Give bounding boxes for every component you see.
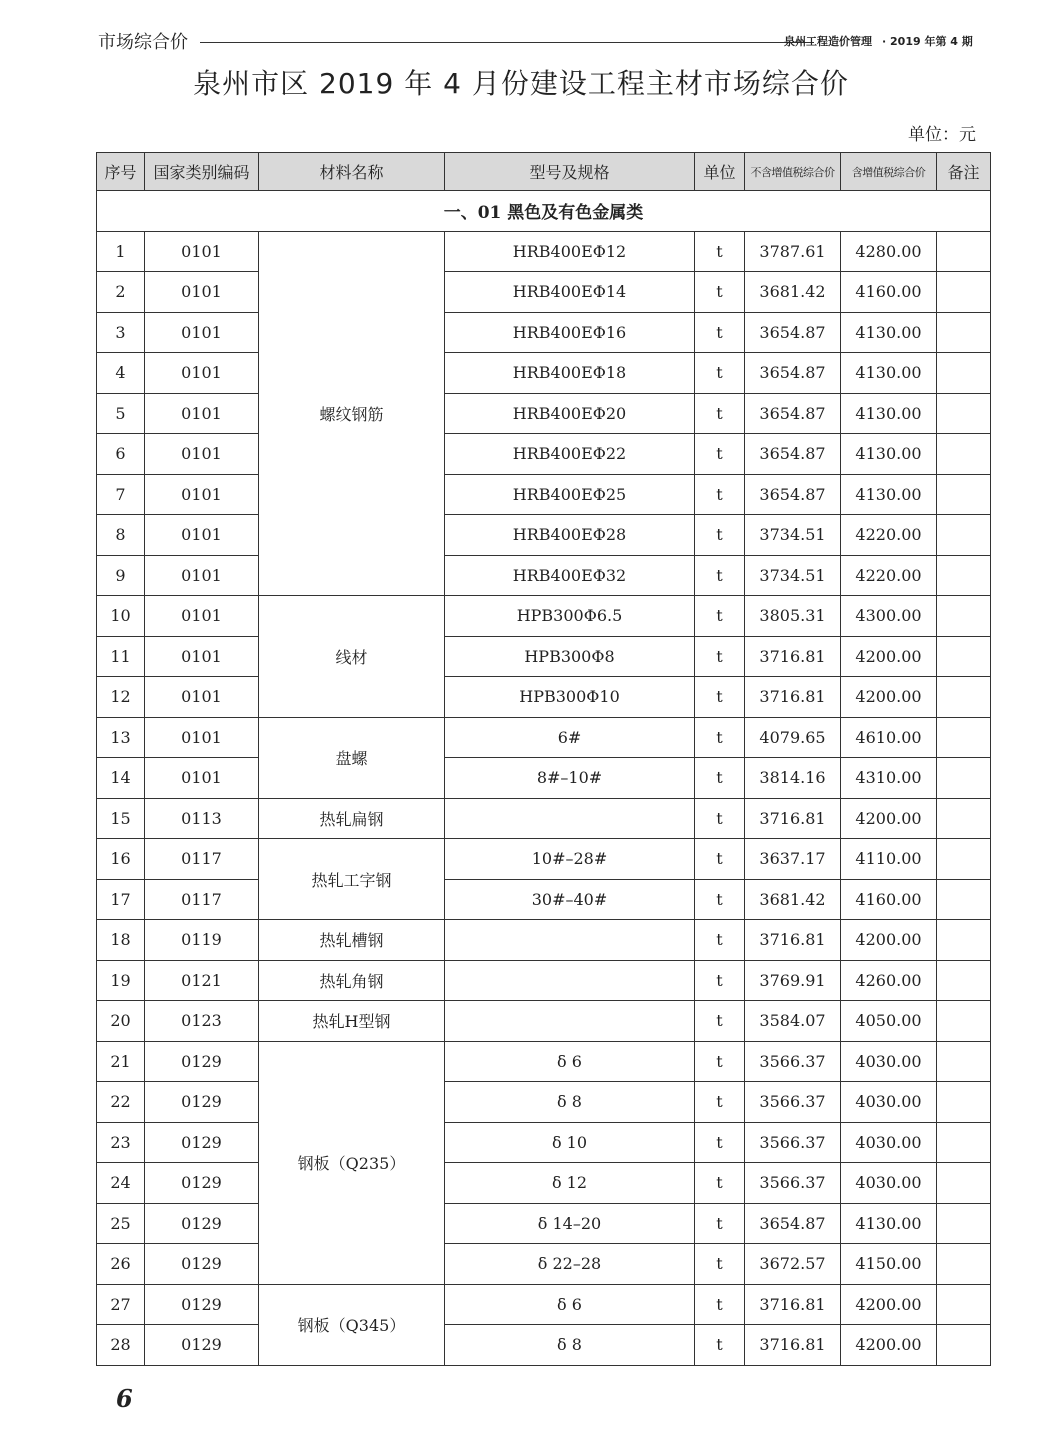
page-number: 6 xyxy=(116,1384,133,1413)
cell-price-in-tax: 4130.00 xyxy=(841,353,937,394)
cell-remark xyxy=(937,920,991,961)
cell-spec: δ 6 xyxy=(445,1284,695,1325)
table-row xyxy=(97,717,991,758)
issue-label: · 2019 年第 4 期 xyxy=(882,35,973,48)
cell-no: 16 xyxy=(97,839,145,880)
cell-no: 2 xyxy=(97,272,145,313)
cell-spec: δ 8 xyxy=(445,1082,695,1123)
table-row xyxy=(97,1244,991,1285)
cell-unit: t xyxy=(695,1244,745,1285)
table-row xyxy=(97,839,991,880)
col-header-spec: 型号及规格 xyxy=(445,153,695,191)
cell-no: 27 xyxy=(97,1284,145,1325)
running-header-section: 市场综合价 xyxy=(98,32,188,53)
cell-material-name: 热轧角钢 xyxy=(259,960,445,1001)
cell-price-ex-tax: 3716.81 xyxy=(745,920,841,961)
cell-remark xyxy=(937,1001,991,1042)
cell-remark xyxy=(937,798,991,839)
cell-code: 0129 xyxy=(145,1041,259,1082)
cell-remark xyxy=(937,960,991,1001)
cell-remark xyxy=(937,231,991,272)
cell-remark xyxy=(937,474,991,515)
cell-price-in-tax: 4130.00 xyxy=(841,434,937,475)
table-row xyxy=(97,879,991,920)
cell-unit: t xyxy=(695,353,745,394)
col-header-no: 序号 xyxy=(97,153,145,191)
cell-no: 23 xyxy=(97,1122,145,1163)
cell-code: 0101 xyxy=(145,353,259,394)
cell-unit: t xyxy=(695,393,745,434)
cell-spec: HRB400EΦ12 xyxy=(445,231,695,272)
cell-remark xyxy=(937,353,991,394)
cell-no: 8 xyxy=(97,515,145,556)
cell-material-name: 钢板（Q235） xyxy=(259,1041,445,1284)
col-header-price-in-tax: 含增值税综合价 xyxy=(841,153,937,191)
cell-no: 10 xyxy=(97,596,145,637)
col-header-material: 材料名称 xyxy=(259,153,445,191)
cell-code: 0101 xyxy=(145,677,259,718)
table-row xyxy=(97,474,991,515)
cell-remark xyxy=(937,1244,991,1285)
cell-price-ex-tax: 3637.17 xyxy=(745,839,841,880)
table-row xyxy=(97,1203,991,1244)
cell-price-in-tax: 4160.00 xyxy=(841,879,937,920)
cell-no: 17 xyxy=(97,879,145,920)
cell-code: 0123 xyxy=(145,1001,259,1042)
cell-no: 28 xyxy=(97,1325,145,1366)
cell-unit: t xyxy=(695,839,745,880)
price-table xyxy=(96,152,991,1366)
cell-code: 0101 xyxy=(145,717,259,758)
cell-price-ex-tax: 3584.07 xyxy=(745,1001,841,1042)
cell-code: 0121 xyxy=(145,960,259,1001)
cell-remark xyxy=(937,717,991,758)
cell-material-name: 热轧H型钢 xyxy=(259,1001,445,1042)
cell-spec: HPB300Φ8 xyxy=(445,636,695,677)
header-rule xyxy=(200,42,814,43)
cell-spec: δ 22–28 xyxy=(445,1244,695,1285)
cell-spec: HRB400EΦ18 xyxy=(445,353,695,394)
col-header-code: 国家类别编码 xyxy=(145,153,259,191)
cell-code: 0129 xyxy=(145,1244,259,1285)
cell-price-ex-tax: 3566.37 xyxy=(745,1163,841,1204)
cell-unit: t xyxy=(695,636,745,677)
cell-spec: HRB400EΦ28 xyxy=(445,515,695,556)
cell-price-in-tax: 4220.00 xyxy=(841,555,937,596)
cell-code: 0101 xyxy=(145,393,259,434)
cell-remark xyxy=(937,1122,991,1163)
table-row xyxy=(97,1122,991,1163)
cell-spec: HRB400EΦ25 xyxy=(445,474,695,515)
cell-price-in-tax: 4200.00 xyxy=(841,1284,937,1325)
cell-code: 0101 xyxy=(145,474,259,515)
table-row xyxy=(97,393,991,434)
cell-code: 0129 xyxy=(145,1284,259,1325)
cell-unit: t xyxy=(695,596,745,637)
cell-price-ex-tax: 3566.37 xyxy=(745,1041,841,1082)
cell-price-ex-tax: 3734.51 xyxy=(745,555,841,596)
cell-no: 18 xyxy=(97,920,145,961)
cell-remark xyxy=(937,515,991,556)
cell-remark xyxy=(937,393,991,434)
cell-price-ex-tax: 3787.61 xyxy=(745,231,841,272)
cell-remark xyxy=(937,312,991,353)
cell-remark xyxy=(937,1203,991,1244)
cell-no: 15 xyxy=(97,798,145,839)
cell-material-name: 钢板（Q345） xyxy=(259,1284,445,1365)
col-header-unit: 单位 xyxy=(695,153,745,191)
cell-remark xyxy=(937,758,991,799)
cell-material-name: 热轧槽钢 xyxy=(259,920,445,961)
cell-price-in-tax: 4200.00 xyxy=(841,1325,937,1366)
cell-unit: t xyxy=(695,1163,745,1204)
cell-price-ex-tax: 3672.57 xyxy=(745,1244,841,1285)
cell-code: 0117 xyxy=(145,839,259,880)
cell-no: 6 xyxy=(97,434,145,475)
table-row xyxy=(97,231,991,272)
cell-material-name: 热轧工字钢 xyxy=(259,839,445,920)
cell-price-in-tax: 4200.00 xyxy=(841,636,937,677)
cell-remark xyxy=(937,1082,991,1123)
cell-spec: 6# xyxy=(445,717,695,758)
cell-unit: t xyxy=(695,231,745,272)
cell-spec: HRB400EΦ16 xyxy=(445,312,695,353)
cell-remark xyxy=(937,272,991,313)
cell-no: 4 xyxy=(97,353,145,394)
cell-code: 0101 xyxy=(145,636,259,677)
table-row xyxy=(97,1041,991,1082)
table-row xyxy=(97,272,991,313)
cell-unit: t xyxy=(695,1082,745,1123)
cell-price-in-tax: 4030.00 xyxy=(841,1122,937,1163)
cell-unit: t xyxy=(695,1284,745,1325)
cell-no: 14 xyxy=(97,758,145,799)
cell-spec: HRB400EΦ20 xyxy=(445,393,695,434)
cell-price-ex-tax: 3716.81 xyxy=(745,1284,841,1325)
table-row xyxy=(97,353,991,394)
cell-unit: t xyxy=(695,758,745,799)
cell-price-in-tax: 4030.00 xyxy=(841,1163,937,1204)
cell-remark xyxy=(937,1284,991,1325)
cell-no: 24 xyxy=(97,1163,145,1204)
col-header-price-ex-tax: 不含增值税综合价 xyxy=(745,153,841,191)
cell-price-in-tax: 4200.00 xyxy=(841,677,937,718)
cell-price-in-tax: 4130.00 xyxy=(841,393,937,434)
cell-remark xyxy=(937,839,991,880)
cell-unit: t xyxy=(695,717,745,758)
cell-price-in-tax: 4030.00 xyxy=(841,1082,937,1123)
unit-label: 单位：元 xyxy=(908,125,976,145)
cell-unit: t xyxy=(695,515,745,556)
table-row xyxy=(97,960,991,1001)
cell-spec xyxy=(445,920,695,961)
cell-no: 1 xyxy=(97,231,145,272)
table-row xyxy=(97,596,991,637)
cell-material-name: 盘螺 xyxy=(259,717,445,798)
cell-no: 7 xyxy=(97,474,145,515)
cell-spec: HRB400EΦ14 xyxy=(445,272,695,313)
cell-material-name: 线材 xyxy=(259,596,445,718)
cell-code: 0129 xyxy=(145,1203,259,1244)
page-title: 泉州市区 2019 年 4 月份建设工程主材市场综合价 xyxy=(193,67,849,100)
cell-spec: δ 8 xyxy=(445,1325,695,1366)
category-row xyxy=(97,191,991,232)
cell-unit: t xyxy=(695,1122,745,1163)
cell-no: 25 xyxy=(97,1203,145,1244)
cell-price-in-tax: 4130.00 xyxy=(841,474,937,515)
table-row xyxy=(97,1082,991,1123)
cell-code: 0101 xyxy=(145,272,259,313)
table-row xyxy=(97,677,991,718)
cell-spec: 10#–28# xyxy=(445,839,695,880)
table-row xyxy=(97,798,991,839)
cell-remark xyxy=(937,1163,991,1204)
cell-code: 0101 xyxy=(145,758,259,799)
cell-price-in-tax: 4050.00 xyxy=(841,1001,937,1042)
cell-price-in-tax: 4160.00 xyxy=(841,272,937,313)
table-row xyxy=(97,1163,991,1204)
cell-price-ex-tax: 3566.37 xyxy=(745,1122,841,1163)
table-row xyxy=(97,1001,991,1042)
table-row xyxy=(97,1284,991,1325)
cell-price-ex-tax: 3716.81 xyxy=(745,636,841,677)
cell-price-ex-tax: 4079.65 xyxy=(745,717,841,758)
cell-unit: t xyxy=(695,272,745,313)
cell-code: 0101 xyxy=(145,515,259,556)
journal-name: 泉州工程造价管理 xyxy=(784,35,872,48)
cell-code: 0129 xyxy=(145,1163,259,1204)
table-row xyxy=(97,758,991,799)
cell-price-in-tax: 4200.00 xyxy=(841,920,937,961)
cell-price-ex-tax: 3654.87 xyxy=(745,474,841,515)
cell-no: 5 xyxy=(97,393,145,434)
cell-unit: t xyxy=(695,474,745,515)
cell-code: 0129 xyxy=(145,1082,259,1123)
cell-no: 21 xyxy=(97,1041,145,1082)
col-header-remark: 备注 xyxy=(937,153,991,191)
cell-price-in-tax: 4130.00 xyxy=(841,312,937,353)
cell-no: 22 xyxy=(97,1082,145,1123)
cell-price-ex-tax: 3654.87 xyxy=(745,434,841,475)
table-row xyxy=(97,555,991,596)
cell-unit: t xyxy=(695,1325,745,1366)
table-header-row xyxy=(97,153,991,191)
cell-unit: t xyxy=(695,798,745,839)
cell-spec: HPB300Φ6.5 xyxy=(445,596,695,637)
cell-spec: 30#–40# xyxy=(445,879,695,920)
cell-code: 0117 xyxy=(145,879,259,920)
cell-price-in-tax: 4200.00 xyxy=(841,798,937,839)
cell-remark xyxy=(937,636,991,677)
category-label: 一、01 黑色及有色金属类 xyxy=(97,191,991,232)
cell-remark xyxy=(937,879,991,920)
cell-price-ex-tax: 3716.81 xyxy=(745,798,841,839)
cell-unit: t xyxy=(695,879,745,920)
cell-price-in-tax: 4280.00 xyxy=(841,231,937,272)
cell-code: 0101 xyxy=(145,312,259,353)
table-row xyxy=(97,920,991,961)
cell-remark xyxy=(937,596,991,637)
cell-price-ex-tax: 3654.87 xyxy=(745,312,841,353)
cell-spec: 8#–10# xyxy=(445,758,695,799)
table-row xyxy=(97,434,991,475)
cell-material-name: 螺纹钢筋 xyxy=(259,231,445,596)
cell-remark xyxy=(937,555,991,596)
cell-no: 19 xyxy=(97,960,145,1001)
cell-spec: HRB400EΦ32 xyxy=(445,555,695,596)
cell-price-ex-tax: 3805.31 xyxy=(745,596,841,637)
cell-unit: t xyxy=(695,1001,745,1042)
cell-unit: t xyxy=(695,677,745,718)
cell-price-ex-tax: 3681.42 xyxy=(745,879,841,920)
cell-price-ex-tax: 3654.87 xyxy=(745,353,841,394)
cell-code: 0113 xyxy=(145,798,259,839)
cell-code: 0101 xyxy=(145,555,259,596)
cell-code: 0101 xyxy=(145,596,259,637)
cell-no: 12 xyxy=(97,677,145,718)
cell-no: 20 xyxy=(97,1001,145,1042)
cell-remark xyxy=(937,1041,991,1082)
cell-code: 0129 xyxy=(145,1122,259,1163)
cell-spec xyxy=(445,798,695,839)
cell-remark xyxy=(937,434,991,475)
cell-price-in-tax: 4220.00 xyxy=(841,515,937,556)
cell-material-name: 热轧扁钢 xyxy=(259,798,445,839)
cell-unit: t xyxy=(695,434,745,475)
cell-spec: δ 10 xyxy=(445,1122,695,1163)
cell-code: 0119 xyxy=(145,920,259,961)
cell-code: 0101 xyxy=(145,231,259,272)
cell-unit: t xyxy=(695,920,745,961)
cell-price-ex-tax: 3681.42 xyxy=(745,272,841,313)
cell-remark xyxy=(937,677,991,718)
cell-price-in-tax: 4300.00 xyxy=(841,596,937,637)
cell-price-ex-tax: 3716.81 xyxy=(745,677,841,718)
cell-spec: δ 12 xyxy=(445,1163,695,1204)
cell-remark xyxy=(937,1325,991,1366)
cell-price-in-tax: 4310.00 xyxy=(841,758,937,799)
cell-spec xyxy=(445,1001,695,1042)
cell-no: 9 xyxy=(97,555,145,596)
cell-price-in-tax: 4130.00 xyxy=(841,1203,937,1244)
cell-price-in-tax: 4110.00 xyxy=(841,839,937,880)
cell-no: 26 xyxy=(97,1244,145,1285)
table-row xyxy=(97,636,991,677)
cell-price-ex-tax: 3814.16 xyxy=(745,758,841,799)
cell-spec: δ 14–20 xyxy=(445,1203,695,1244)
cell-unit: t xyxy=(695,555,745,596)
cell-price-ex-tax: 3654.87 xyxy=(745,393,841,434)
cell-price-in-tax: 4610.00 xyxy=(841,717,937,758)
cell-no: 11 xyxy=(97,636,145,677)
table-row xyxy=(97,1325,991,1366)
table-row xyxy=(97,515,991,556)
cell-no: 3 xyxy=(97,312,145,353)
cell-price-in-tax: 4150.00 xyxy=(841,1244,937,1285)
cell-spec: HRB400EΦ22 xyxy=(445,434,695,475)
running-header-journal xyxy=(784,33,983,49)
cell-unit: t xyxy=(695,312,745,353)
cell-unit: t xyxy=(695,1203,745,1244)
cell-spec xyxy=(445,960,695,1001)
cell-code: 0129 xyxy=(145,1325,259,1366)
cell-price-ex-tax: 3734.51 xyxy=(745,515,841,556)
table-row xyxy=(97,312,991,353)
cell-unit: t xyxy=(695,960,745,1001)
cell-no: 13 xyxy=(97,717,145,758)
cell-price-ex-tax: 3716.81 xyxy=(745,1325,841,1366)
cell-spec: HPB300Φ10 xyxy=(445,677,695,718)
cell-price-ex-tax: 3769.91 xyxy=(745,960,841,1001)
cell-code: 0101 xyxy=(145,434,259,475)
cell-unit: t xyxy=(695,1041,745,1082)
cell-price-in-tax: 4030.00 xyxy=(841,1041,937,1082)
cell-spec: δ 6 xyxy=(445,1041,695,1082)
cell-price-ex-tax: 3654.87 xyxy=(745,1203,841,1244)
cell-price-in-tax: 4260.00 xyxy=(841,960,937,1001)
cell-price-ex-tax: 3566.37 xyxy=(745,1082,841,1123)
